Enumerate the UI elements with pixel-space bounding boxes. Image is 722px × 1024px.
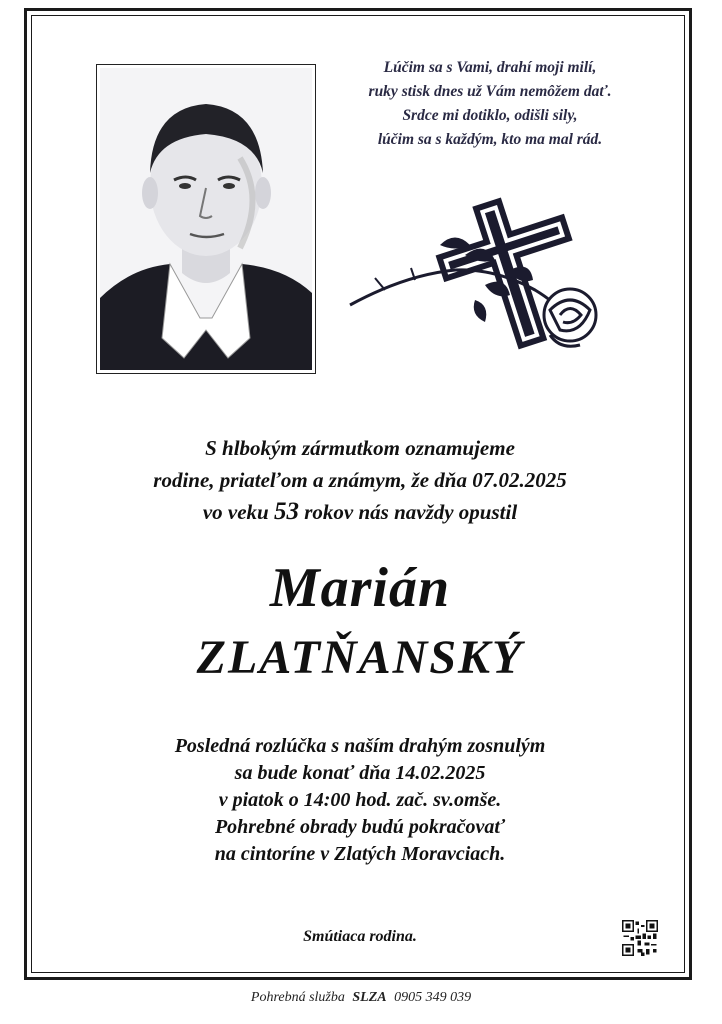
poem-line: lúčim sa s každým, kto ma mal rád. <box>377 131 603 148</box>
poem-line: ruky stisk dnes už Vám nemôžem dať. <box>368 83 612 100</box>
cross-with-rose-icon <box>345 190 630 365</box>
qr-code-icon[interactable] <box>622 920 658 956</box>
ceremony-line: v piatok o 14:00 hod. zač. sv.omše. <box>218 789 502 811</box>
poem-line: Srdce mi dotiklo, odišli sily, <box>402 107 578 124</box>
family-signoff: Smútiaca rodina. <box>303 928 417 945</box>
portrait-photo <box>96 64 316 374</box>
age-suffix: rokov nás navždy opustil <box>304 500 518 524</box>
footer-phone[interactable]: 0905 349 039 <box>394 990 472 1005</box>
ceremony-line: na cintoríne v Zlatých Moravciach. <box>214 843 506 865</box>
footer-prefix: Pohrebná služba <box>250 990 345 1005</box>
ceremony-line: Posledná rozlúčka s naším drahým zosnulým <box>174 735 546 757</box>
age-value: 53 <box>273 498 299 525</box>
announcement-line <box>60 496 660 528</box>
deceased-first-name: Marián <box>269 557 451 619</box>
farewell-poem <box>345 56 635 152</box>
poem-line: Lúčim sa s Vami, drahí moji milí, <box>383 59 597 76</box>
footer-brand: SLZA <box>352 990 387 1005</box>
death-announcement <box>60 432 660 528</box>
funeral-service-footer <box>0 990 722 1006</box>
age-prefix: vo veku <box>202 500 269 524</box>
announcement-line: S hlbokým zármutkom oznamujeme <box>205 436 515 460</box>
ceremony-line: Pohrebné obrady budú pokračovať <box>214 816 506 838</box>
funeral-details <box>60 733 660 868</box>
announcement-line: rodine, priateľom a známym, že dňa 07.02.2025 <box>153 468 567 492</box>
deceased-last-name: ZLATŇANSKÝ <box>196 631 524 684</box>
ceremony-line: sa bude konať dňa 14.02.2025 <box>234 762 486 784</box>
